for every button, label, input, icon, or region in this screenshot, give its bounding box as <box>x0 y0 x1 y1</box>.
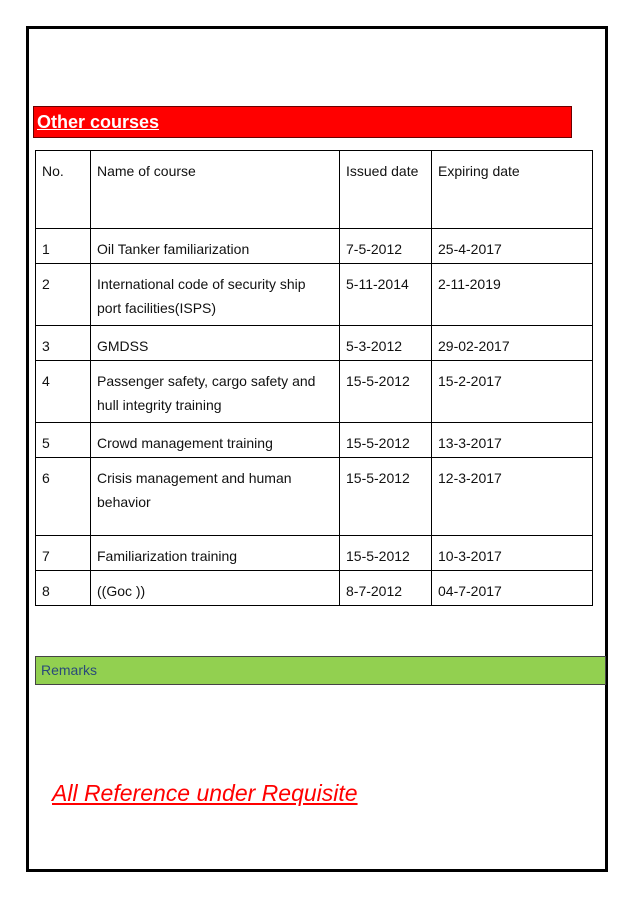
cell-course-name: Familiarization training <box>91 536 340 571</box>
header-no: No. <box>36 151 91 229</box>
cell-no: 1 <box>36 229 91 264</box>
cell-no: 4 <box>36 361 91 423</box>
cell-expiring-date: 13-3-2017 <box>432 423 593 458</box>
cell-expiring-date: 29-02-2017 <box>432 326 593 361</box>
remarks-label: Remarks <box>41 662 98 678</box>
cell-no: 7 <box>36 536 91 571</box>
cell-expiring-date: 04-7-2017 <box>432 571 593 606</box>
cell-no: 5 <box>36 423 91 458</box>
cell-no: 3 <box>36 326 91 361</box>
table-row <box>36 361 593 423</box>
table-row <box>36 423 593 458</box>
cell-expiring-date: 12-3-2017 <box>432 458 593 536</box>
section-title: Other courses <box>37 112 160 132</box>
cell-course-name: International code of security ship port facilities(ISPS) <box>91 264 340 326</box>
courses-table <box>35 150 593 606</box>
table-row <box>36 326 593 361</box>
cell-issued-date: 15-5-2012 <box>340 423 432 458</box>
cell-course-name: Passenger safety, cargo safety and hull integrity training <box>91 361 340 423</box>
table-row <box>36 536 593 571</box>
cell-course-name: Oil Tanker familiarization <box>91 229 340 264</box>
cell-expiring-date: 10-3-2017 <box>432 536 593 571</box>
cell-issued-date: 15-5-2012 <box>340 536 432 571</box>
cell-issued-date: 5-3-2012 <box>340 326 432 361</box>
cell-expiring-date: 15-2-2017 <box>432 361 593 423</box>
cell-course-name: Crisis management and human behavior <box>91 458 340 536</box>
table-row <box>36 264 593 326</box>
cell-issued-date: 15-5-2012 <box>340 361 432 423</box>
table-header-row <box>36 151 593 229</box>
remarks-bar <box>35 656 606 685</box>
cell-course-name: GMDSS <box>91 326 340 361</box>
cell-course-name: Crowd management training <box>91 423 340 458</box>
section-header-other-courses <box>33 106 572 138</box>
header-issued-date: Issued date <box>340 151 432 229</box>
cell-course-name: ((Goc )) <box>91 571 340 606</box>
cell-issued-date: 7-5-2012 <box>340 229 432 264</box>
footer-note: All Reference under Requisite <box>52 780 358 806</box>
cell-expiring-date: 2-11-2019 <box>432 264 593 326</box>
table-row <box>36 571 593 606</box>
cell-expiring-date: 25-4-2017 <box>432 229 593 264</box>
table-row <box>36 229 593 264</box>
table-row <box>36 458 593 536</box>
header-name-of-course: Name of course <box>91 151 340 229</box>
cell-issued-date: 8-7-2012 <box>340 571 432 606</box>
cell-issued-date: 5-11-2014 <box>340 264 432 326</box>
cell-no: 2 <box>36 264 91 326</box>
header-expiring-date: Expiring date <box>432 151 593 229</box>
cell-no: 8 <box>36 571 91 606</box>
cell-no: 6 <box>36 458 91 536</box>
cell-issued-date: 15-5-2012 <box>340 458 432 536</box>
